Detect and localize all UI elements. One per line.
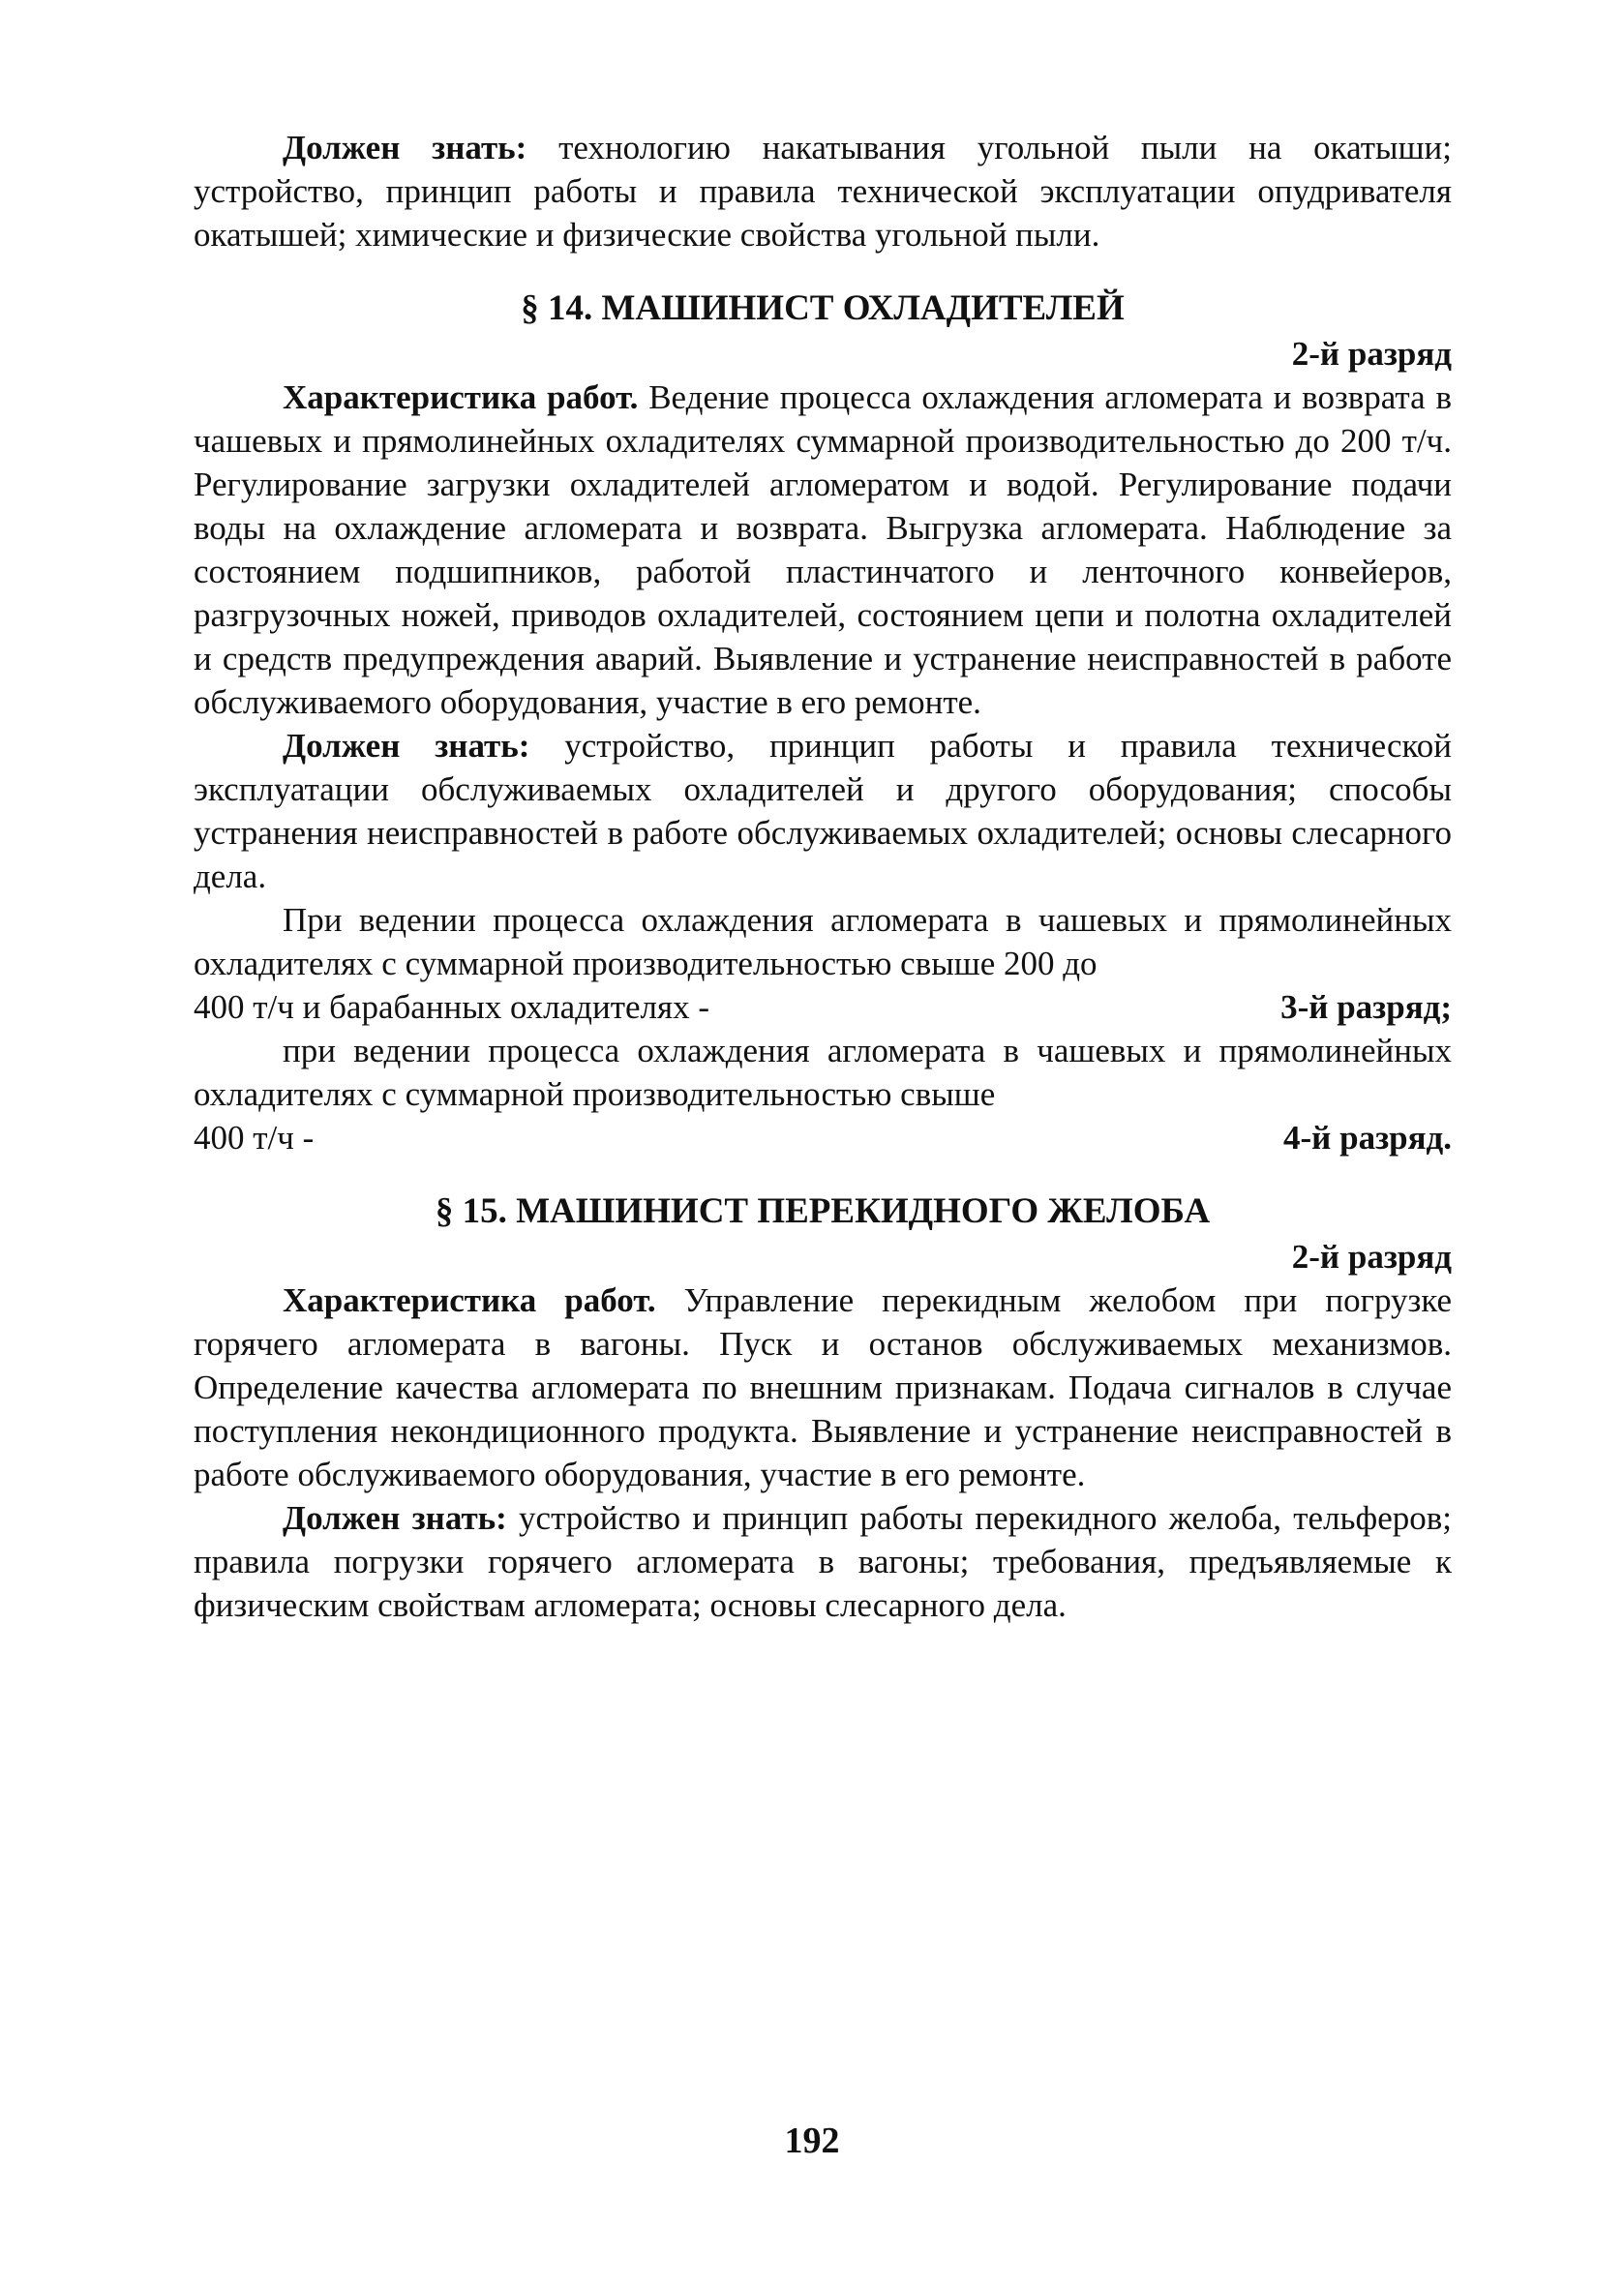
page-number: 192	[784, 2121, 840, 2161]
section-14-grade3-row	[194, 985, 1452, 1029]
section-14-grade3-last: 400 т/ч и барабанных охладителях -	[194, 988, 710, 1026]
section-15-characteristics	[194, 1278, 1452, 1496]
intro-text: технологию накатывания угольной пыли на окатыши; устройство, принцип работы и правила технической эксплуатации опудривателя окатышей; химические и физические свойства угольной пыли.	[194, 129, 1452, 254]
section-15-know-label: Должен знать:	[283, 1499, 507, 1537]
intro-label: Должен знать:	[283, 129, 527, 166]
section-15-char-text: Управление перекидным желобом при погрузке горячего агломерата в вагоны. Пуск и останов обслуживаемых механизмов. Определение качества агломерата по внешним признакам. Подача сигналов в случае поступления некондиционного продукта. Выявление и устранение неисправностей в работе обслуживаемого оборудования, участие в его ремонте.	[194, 1281, 1452, 1493]
section-14-char-label: Характеристика работ.	[283, 378, 639, 416]
section-14-grade4-text: при ведении процесса охлаждения агломерата в чашевых и прямолинейных охладителях с суммарной производительностью свыше	[194, 1032, 1452, 1113]
section-14-char-text: Ведение процесса охлаждения агломерата и возврата в чашевых и прямолинейных охладителях суммарной производительностью до 200 т/ч. Регулирование загрузки охладителей агломератом и водой. Регулирование подачи воды на охлаждение агломерата и возврата. Выгрузка агломерата. Наблюдение за состоянием подшипников, работой пластинчатого и ленточного конвейеров, разгрузочных ножей, приводов охладителей, состоянием цепи и полотна охладителей и средств предупреждения аварий. Выявление и устранение неисправностей в работе обслуживаемого оборудования, участие в его ремонте.	[194, 378, 1452, 721]
intro-paragraph	[194, 126, 1452, 256]
section-14-title: § 14. МАШИНИСТ ОХЛАДИТЕЛЕЙ	[521, 288, 1125, 328]
section-15-grade: 2-й разряд	[1291, 1238, 1452, 1276]
section-14-knowledge	[194, 724, 1452, 898]
section-15-title: § 15. МАШИНИСТ ПЕРЕКИДНОГО ЖЕЛОБА	[435, 1191, 1211, 1231]
section-14-grade4-row	[194, 1116, 1452, 1159]
section-15-knowledge	[194, 1496, 1452, 1627]
section-14-characteristics	[194, 376, 1452, 724]
section-14-know-label: Должен знать:	[283, 727, 530, 765]
page-content	[194, 126, 1452, 1627]
section-14-grade3-label: 3-й разряд;	[1280, 988, 1452, 1026]
section-14-grade: 2-й разряд	[1291, 335, 1452, 373]
section-14-grade4-label: 4-й разряд.	[1283, 1119, 1452, 1157]
section-14-know-text: устройство, принцип работы и правила технической эксплуатации обслуживаемых охладителей и другого оборудования; способы устранения неисправностей в работе обслуживаемых охладителей; основы слесарного дела.	[194, 727, 1452, 895]
section-15-char-label: Характеристика работ.	[283, 1281, 656, 1319]
section-15-know-text: устройство и принцип работы перекидного желоба, тельферов; правила погрузки горячего агломерата в вагоны; требования, предъявляемые к физическим свойствам агломерата; основы слесарного дела.	[194, 1499, 1452, 1624]
section-14-grade4-last: 400 т/ч -	[194, 1119, 315, 1157]
section-14-grade3-text: При ведении процесса охлаждения агломерата в чашевых и прямолинейных охладителях с суммарной производительностью свыше 200 до	[194, 901, 1452, 982]
